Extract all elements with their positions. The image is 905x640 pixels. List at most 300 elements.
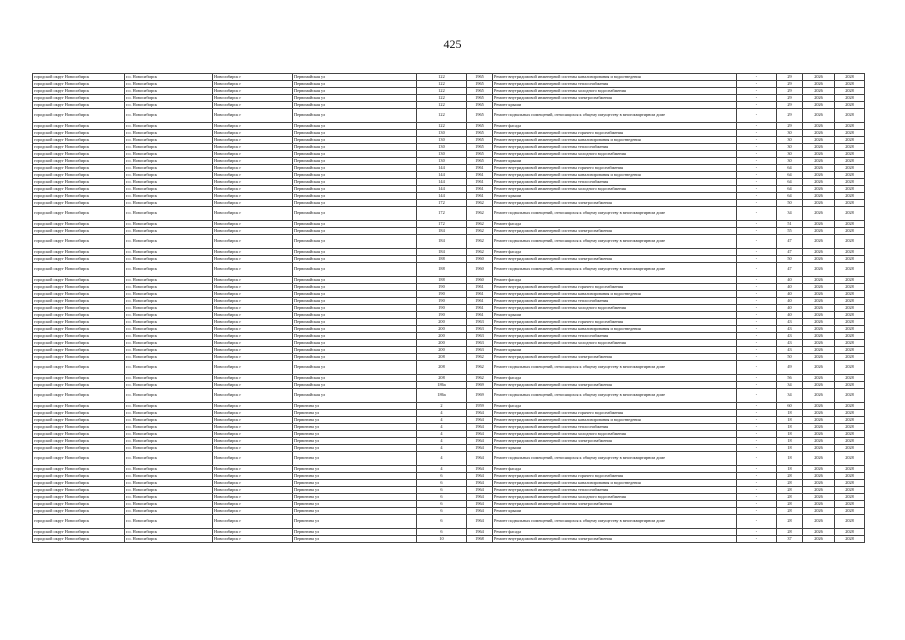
cell-year-from: 2026: [803, 347, 835, 354]
cell-year-from: 2026: [803, 361, 835, 375]
cell-locality: Новосибирск г: [213, 424, 293, 431]
cell-locality: Новосибирск г: [213, 333, 293, 340]
cell-year-to: 2028: [835, 305, 865, 312]
table-row: [33, 347, 865, 354]
cell-year-to: 2028: [835, 102, 865, 109]
cell-street: Первитина ул: [293, 438, 417, 445]
cell-house: 144: [417, 186, 467, 193]
cell-dash: -: [737, 312, 777, 319]
cell-house: 6: [417, 501, 467, 508]
cell-work: Ремонт внутридомовой инженерной системы электроснабжения: [493, 501, 737, 508]
cell-quantity: 40: [777, 305, 803, 312]
cell-work: Ремонт внутридомовой инженерной системы электроснабжения: [493, 200, 737, 207]
cell-district: городской округ Новосибирск: [33, 515, 125, 529]
cell-year: 1965: [467, 158, 493, 165]
table-row: [33, 326, 865, 333]
cell-locality: Новосибирск г: [213, 536, 293, 543]
cell-year-from: 2026: [803, 487, 835, 494]
cell-locality: Новосибирск г: [213, 95, 293, 102]
table-row: [33, 200, 865, 207]
cell-year-from: 2026: [803, 515, 835, 529]
cell-house: 172: [417, 221, 467, 228]
cell-quantity: 28: [777, 473, 803, 480]
cell-house: 2: [417, 403, 467, 410]
cell-house: 4: [417, 438, 467, 445]
cell-house: 200: [417, 326, 467, 333]
cell-year-from: 2026: [803, 410, 835, 417]
cell-city: г.о. Новосибирск: [125, 179, 213, 186]
cell-dash: -: [737, 95, 777, 102]
cell-house: 208: [417, 375, 467, 382]
cell-city: г.о. Новосибирск: [125, 445, 213, 452]
cell-house: 208: [417, 354, 467, 361]
cell-street: Первомайская ул: [293, 354, 417, 361]
cell-work: Ремонт внутридомовой инженерной системы электроснабжения: [493, 228, 737, 235]
table-row: [33, 361, 865, 375]
cell-work: Ремонт внутридомовой инженерной системы холодного водоснабжения: [493, 305, 737, 312]
cell-quantity: 18: [777, 424, 803, 431]
cell-work: Ремонт внутридомовой инженерной системы электроснабжения: [493, 95, 737, 102]
cell-city: г.о. Новосибирск: [125, 291, 213, 298]
cell-house: 130: [417, 137, 467, 144]
cell-district: городской округ Новосибирск: [33, 193, 125, 200]
cell-dash: -: [737, 284, 777, 291]
cell-city: г.о. Новосибирск: [125, 452, 213, 466]
cell-quantity: 37: [777, 536, 803, 543]
cell-locality: Новосибирск г: [213, 179, 293, 186]
cell-year: 1965: [467, 130, 493, 137]
cell-street: Первитина ул: [293, 501, 417, 508]
cell-district: городской округ Новосибирск: [33, 95, 125, 102]
cell-city: г.о. Новосибирск: [125, 382, 213, 389]
cell-locality: Новосибирск г: [213, 186, 293, 193]
cell-street: Первомайская ул: [293, 375, 417, 382]
cell-year-to: 2028: [835, 123, 865, 130]
cell-work: Ремонт внутридомовой инженерной системы горячего водоснабжения: [493, 410, 737, 417]
cell-locality: Новосибирск г: [213, 277, 293, 284]
cell-year-to: 2028: [835, 333, 865, 340]
cell-house: 188: [417, 263, 467, 277]
cell-year: 1964: [467, 480, 493, 487]
cell-district: городской округ Новосибирск: [33, 375, 125, 382]
cell-locality: Новосибирск г: [213, 438, 293, 445]
table-row: [33, 88, 865, 95]
cell-house: 4: [417, 445, 467, 452]
cell-year-to: 2028: [835, 312, 865, 319]
cell-house: 130: [417, 158, 467, 165]
cell-house: 4: [417, 417, 467, 424]
table-row: [33, 123, 865, 130]
cell-street: Первомайская ул: [293, 137, 417, 144]
cell-locality: Новосибирск г: [213, 130, 293, 137]
cell-year-to: 2028: [835, 256, 865, 263]
cell-street: Первомайская ул: [293, 200, 417, 207]
cell-year-to: 2028: [835, 431, 865, 438]
cell-street: Первомайская ул: [293, 326, 417, 333]
table-row: [33, 536, 865, 543]
cell-district: городской округ Новосибирск: [33, 277, 125, 284]
cell-year: 1964: [467, 417, 493, 424]
cell-quantity: 28: [777, 487, 803, 494]
cell-quantity: 18: [777, 452, 803, 466]
cell-year: 1965: [467, 144, 493, 151]
cell-year: 1965: [467, 74, 493, 81]
cell-quantity: 28: [777, 508, 803, 515]
cell-year: 1964: [467, 438, 493, 445]
cell-quantity: 18: [777, 417, 803, 424]
cell-dash: -: [737, 88, 777, 95]
table-row: [33, 291, 865, 298]
cell-year-from: 2026: [803, 172, 835, 179]
cell-house: 200: [417, 333, 467, 340]
table-row: [33, 480, 865, 487]
cell-house: 122: [417, 74, 467, 81]
cell-year-from: 2026: [803, 109, 835, 123]
cell-city: г.о. Новосибирск: [125, 228, 213, 235]
cell-year-to: 2028: [835, 277, 865, 284]
cell-year-from: 2026: [803, 494, 835, 501]
cell-locality: Новосибирск г: [213, 347, 293, 354]
cell-work: Ремонт внутридомовой инженерной системы горячего водоснабжения: [493, 165, 737, 172]
cell-district: городской округ Новосибирск: [33, 361, 125, 375]
cell-city: г.о. Новосибирск: [125, 529, 213, 536]
cell-dash: -: [737, 333, 777, 340]
cell-locality: Новосибирск г: [213, 354, 293, 361]
cell-street: Первитина ул: [293, 529, 417, 536]
cell-year-from: 2026: [803, 417, 835, 424]
cell-district: городской округ Новосибирск: [33, 144, 125, 151]
cell-district: городской округ Новосибирск: [33, 354, 125, 361]
cell-house: 172: [417, 200, 467, 207]
cell-quantity: 43: [777, 347, 803, 354]
cell-district: городской округ Новосибирск: [33, 417, 125, 424]
cell-street: Первомайская ул: [293, 284, 417, 291]
cell-year-to: 2028: [835, 424, 865, 431]
cell-city: г.о. Новосибирск: [125, 130, 213, 137]
table-row: [33, 151, 865, 158]
cell-quantity: 30: [777, 151, 803, 158]
cell-dash: -: [737, 305, 777, 312]
cell-locality: Новосибирск г: [213, 494, 293, 501]
cell-street: Первитина ул: [293, 536, 417, 543]
cell-district: городской округ Новосибирск: [33, 494, 125, 501]
cell-district: городской округ Новосибирск: [33, 186, 125, 193]
cell-year-from: 2026: [803, 81, 835, 88]
cell-year-to: 2028: [835, 445, 865, 452]
cell-locality: Новосибирск г: [213, 305, 293, 312]
cell-dash: -: [737, 354, 777, 361]
cell-year: 1961: [467, 312, 493, 319]
cell-district: городской округ Новосибирск: [33, 81, 125, 88]
cell-year-from: 2026: [803, 200, 835, 207]
cell-street: Первомайская ул: [293, 263, 417, 277]
cell-district: городской округ Новосибирск: [33, 473, 125, 480]
cell-city: г.о. Новосибирск: [125, 515, 213, 529]
cell-year-to: 2028: [835, 515, 865, 529]
cell-year: 1963: [467, 333, 493, 340]
cell-work: Ремонт внутридомовой инженерной системы электроснабжения: [493, 354, 737, 361]
cell-quantity: 18: [777, 431, 803, 438]
cell-street: Первомайская ул: [293, 277, 417, 284]
cell-year-to: 2028: [835, 95, 865, 102]
cell-street: Первитина ул: [293, 410, 417, 417]
cell-locality: Новосибирск г: [213, 263, 293, 277]
cell-district: городской округ Новосибирск: [33, 179, 125, 186]
cell-district: городской округ Новосибирск: [33, 445, 125, 452]
table-row: [33, 249, 865, 256]
cell-district: городской округ Новосибирск: [33, 536, 125, 543]
cell-year-to: 2028: [835, 508, 865, 515]
cell-house: 6: [417, 487, 467, 494]
cell-locality: Новосибирск г: [213, 410, 293, 417]
cell-district: городской округ Новосибирск: [33, 326, 125, 333]
cell-work: Ремонт внутридомовой инженерной системы холодного водоснабжения: [493, 340, 737, 347]
cell-house: 122: [417, 95, 467, 102]
cell-house: 6: [417, 480, 467, 487]
cell-year: 1961: [467, 305, 493, 312]
cell-year: 1962: [467, 207, 493, 221]
cell-dash: -: [737, 508, 777, 515]
cell-work: Ремонт внутридомовой инженерной системы теплоснабжения: [493, 424, 737, 431]
cell-work: Ремонт внутридомовой инженерной системы канализирования и водоотведения: [493, 137, 737, 144]
cell-locality: Новосибирск г: [213, 452, 293, 466]
cell-house: 122: [417, 109, 467, 123]
cell-year-from: 2026: [803, 186, 835, 193]
cell-year-from: 2026: [803, 319, 835, 326]
table-row: [33, 207, 865, 221]
cell-street: Первомайская ул: [293, 193, 417, 200]
cell-dash: -: [737, 249, 777, 256]
cell-year: 1965: [467, 109, 493, 123]
cell-work: Ремонт внутридомовой инженерной системы электроснабжения: [493, 256, 737, 263]
cell-quantity: 40: [777, 298, 803, 305]
cell-year-from: 2026: [803, 389, 835, 403]
cell-work: Ремонт внутридомовой инженерной системы канализирования и водоотведения: [493, 74, 737, 81]
cell-district: городской округ Новосибирск: [33, 102, 125, 109]
cell-year: 1964: [467, 494, 493, 501]
cell-city: г.о. Новосибирск: [125, 347, 213, 354]
cell-year: 1965: [467, 81, 493, 88]
cell-year-from: 2026: [803, 326, 835, 333]
cell-year: 1959: [467, 403, 493, 410]
cell-quantity: 34: [777, 207, 803, 221]
cell-district: городской округ Новосибирск: [33, 431, 125, 438]
cell-year-to: 2028: [835, 319, 865, 326]
cell-quantity: 64: [777, 186, 803, 193]
cell-year: 1962: [467, 228, 493, 235]
cell-locality: Новосибирск г: [213, 235, 293, 249]
cell-house: 6: [417, 508, 467, 515]
cell-locality: Новосибирск г: [213, 487, 293, 494]
cell-house: 184: [417, 228, 467, 235]
table-row: [33, 95, 865, 102]
cell-work: Ремонт внутридомовой инженерной системы канализирования и водоотведения: [493, 291, 737, 298]
cell-dash: -: [737, 186, 777, 193]
cell-dash: -: [737, 165, 777, 172]
table-row: [33, 515, 865, 529]
cell-house: 208: [417, 361, 467, 375]
cell-street: Первомайская ул: [293, 382, 417, 389]
cell-district: городской округ Новосибирск: [33, 151, 125, 158]
cell-quantity: 18: [777, 438, 803, 445]
cell-locality: Новосибирск г: [213, 200, 293, 207]
table-row: [33, 81, 865, 88]
cell-dash: -: [737, 326, 777, 333]
cell-locality: Новосибирск г: [213, 529, 293, 536]
cell-year-from: 2026: [803, 102, 835, 109]
cell-locality: Новосибирск г: [213, 165, 293, 172]
cell-house: 130: [417, 144, 467, 151]
cell-year: 1961: [467, 298, 493, 305]
table-row: [33, 137, 865, 144]
table-row: [33, 389, 865, 403]
cell-quantity: 47: [777, 263, 803, 277]
cell-city: г.о. Новосибирск: [125, 109, 213, 123]
cell-dash: -: [737, 144, 777, 151]
cell-locality: Новосибирск г: [213, 466, 293, 473]
cell-dash: -: [737, 179, 777, 186]
cell-year: 1969: [467, 382, 493, 389]
cell-dash: -: [737, 193, 777, 200]
cell-locality: Новосибирск г: [213, 473, 293, 480]
cell-district: городской округ Новосибирск: [33, 452, 125, 466]
cell-quantity: 43: [777, 333, 803, 340]
cell-year-from: 2026: [803, 333, 835, 340]
cell-year: 1962: [467, 200, 493, 207]
cell-street: Первомайская ул: [293, 305, 417, 312]
cell-street: Первомайская ул: [293, 172, 417, 179]
cell-work: Ремонт подвальных помещений, относящихся к общему имуществу в многоквартирном доме: [493, 361, 737, 375]
cell-year-from: 2026: [803, 144, 835, 151]
cell-district: городской округ Новосибирск: [33, 403, 125, 410]
cell-year: 1964: [467, 508, 493, 515]
cell-locality: Новосибирск г: [213, 109, 293, 123]
cell-year-from: 2026: [803, 438, 835, 445]
cell-work: Ремонт крыши: [493, 158, 737, 165]
cell-city: г.о. Новосибирск: [125, 326, 213, 333]
cell-quantity: 47: [777, 235, 803, 249]
cell-locality: Новосибирск г: [213, 515, 293, 529]
table-row: [33, 263, 865, 277]
cell-work: Ремонт внутридомовой инженерной системы теплоснабжения: [493, 298, 737, 305]
cell-work: Ремонт внутридомовой инженерной системы горячего водоснабжения: [493, 319, 737, 326]
cell-district: городской округ Новосибирск: [33, 165, 125, 172]
table-row: [33, 501, 865, 508]
cell-city: г.о. Новосибирск: [125, 186, 213, 193]
cell-city: г.о. Новосибирск: [125, 284, 213, 291]
cell-work: Ремонт фасада: [493, 403, 737, 410]
cell-street: Первомайская ул: [293, 347, 417, 354]
table-row: [33, 473, 865, 480]
cell-quantity: 18: [777, 410, 803, 417]
cell-dash: -: [737, 361, 777, 375]
cell-city: г.о. Новосибирск: [125, 144, 213, 151]
cell-year: 1961: [467, 186, 493, 193]
cell-year: 1964: [467, 445, 493, 452]
cell-district: городской округ Новосибирск: [33, 74, 125, 81]
table-row: [33, 452, 865, 466]
cell-year-to: 2028: [835, 494, 865, 501]
cell-locality: Новосибирск г: [213, 151, 293, 158]
cell-city: г.о. Новосибирск: [125, 137, 213, 144]
cell-year-from: 2026: [803, 452, 835, 466]
cell-street: Первомайская ул: [293, 333, 417, 340]
cell-year-from: 2026: [803, 340, 835, 347]
cell-quantity: 50: [777, 200, 803, 207]
cell-city: г.о. Новосибирск: [125, 340, 213, 347]
cell-street: Первомайская ул: [293, 389, 417, 403]
cell-work: Ремонт подвальных помещений, относящихся к общему имуществу в многоквартирном доме: [493, 389, 737, 403]
cell-locality: Новосибирск г: [213, 172, 293, 179]
cell-year: 1960: [467, 277, 493, 284]
cell-dash: -: [737, 340, 777, 347]
cell-house: 188: [417, 256, 467, 263]
cell-dash: -: [737, 452, 777, 466]
cell-dash: -: [737, 382, 777, 389]
cell-quantity: 18: [777, 466, 803, 473]
cell-city: г.о. Новосибирск: [125, 151, 213, 158]
cell-house: 190: [417, 298, 467, 305]
cell-quantity: 51: [777, 221, 803, 228]
cell-district: городской округ Новосибирск: [33, 501, 125, 508]
cell-year-to: 2028: [835, 438, 865, 445]
cell-year-from: 2026: [803, 375, 835, 382]
cell-year: 1963: [467, 326, 493, 333]
cell-year: 1960: [467, 256, 493, 263]
cell-district: городской округ Новосибирск: [33, 263, 125, 277]
cell-year-from: 2026: [803, 473, 835, 480]
cell-work: Ремонт крыши: [493, 102, 737, 109]
cell-year: 1964: [467, 466, 493, 473]
cell-house: 144: [417, 172, 467, 179]
cell-year-to: 2028: [835, 375, 865, 382]
table-row: [33, 494, 865, 501]
cell-year-from: 2026: [803, 151, 835, 158]
cell-city: г.о. Новосибирск: [125, 249, 213, 256]
cell-year-to: 2028: [835, 137, 865, 144]
cell-locality: Новосибирск г: [213, 431, 293, 438]
cell-street: Первомайская ул: [293, 151, 417, 158]
cell-year-from: 2026: [803, 235, 835, 249]
cell-house: 130: [417, 151, 467, 158]
cell-quantity: 43: [777, 340, 803, 347]
cell-year: 1969: [467, 389, 493, 403]
cell-locality: Новосибирск г: [213, 291, 293, 298]
cell-house: 6: [417, 529, 467, 536]
cell-year-to: 2028: [835, 417, 865, 424]
table-row: [33, 466, 865, 473]
cell-work: Ремонт крыши: [493, 347, 737, 354]
cell-year-from: 2026: [803, 284, 835, 291]
cell-year: 1965: [467, 95, 493, 102]
cell-locality: Новосибирск г: [213, 445, 293, 452]
cell-house: 122: [417, 123, 467, 130]
cell-year: 1964: [467, 529, 493, 536]
cell-street: Первитина ул: [293, 480, 417, 487]
cell-house: 200: [417, 347, 467, 354]
cell-year-to: 2028: [835, 452, 865, 466]
cell-district: городской округ Новосибирск: [33, 228, 125, 235]
cell-year: 1964: [467, 424, 493, 431]
cell-quantity: 29: [777, 123, 803, 130]
cell-year-from: 2026: [803, 480, 835, 487]
cell-district: городской округ Новосибирск: [33, 347, 125, 354]
cell-street: Первитина ул: [293, 452, 417, 466]
table-row: [33, 256, 865, 263]
cell-street: Первомайская ул: [293, 319, 417, 326]
cell-work: Ремонт внутридомовой инженерной системы электроснабжения: [493, 536, 737, 543]
cell-quantity: 29: [777, 109, 803, 123]
